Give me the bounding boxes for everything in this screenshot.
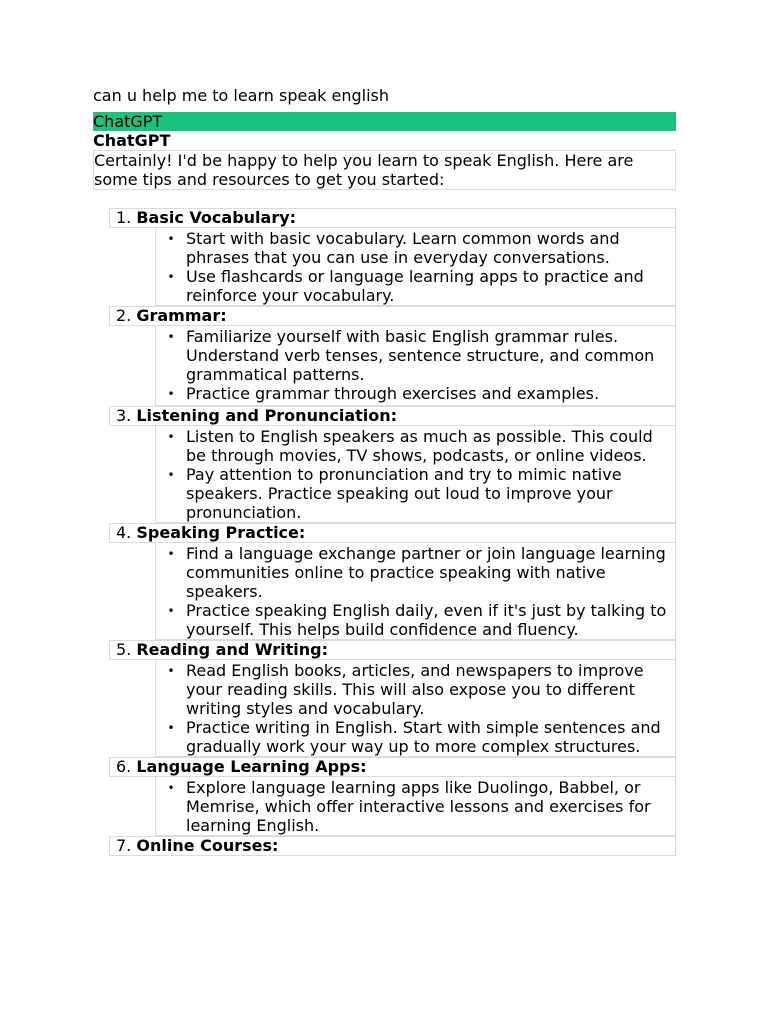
bullet-list xyxy=(155,777,676,836)
bullet-item xyxy=(156,778,675,835)
bullet-text: Listen to English speakers as much as possible. This could be through movies, TV shows, podcasts, or online videos. xyxy=(186,427,653,465)
bullet-list xyxy=(155,660,676,757)
list-item-heading xyxy=(109,523,676,543)
bullet-dot-icon: • xyxy=(167,604,175,618)
bullet-item xyxy=(156,544,675,601)
list-item-title: Basic Vocabulary: xyxy=(136,208,297,227)
bullet-list xyxy=(155,326,676,406)
list-item-title: Speaking Practice: xyxy=(136,523,306,542)
list-item-title: Reading and Writing: xyxy=(136,640,329,659)
bullet-item xyxy=(156,384,675,405)
bullet-item xyxy=(156,465,675,522)
bullet-dot-icon: • xyxy=(167,781,175,795)
bullet-item xyxy=(156,718,675,756)
bullet-item xyxy=(156,601,675,639)
user-question: can u help me to learn speak english xyxy=(93,86,390,105)
bullet-text: Familiarize yourself with basic English grammar rules. Understand verb tenses, sentence structure, and common grammatical patterns. xyxy=(186,327,655,384)
speaker-label: ChatGPT xyxy=(93,131,171,150)
list-item-number: 1. xyxy=(116,208,132,227)
document-page xyxy=(93,86,676,856)
list-item-number: 7. xyxy=(116,836,132,855)
list-item-heading xyxy=(109,208,676,228)
bullet-text: Read English books, articles, and newspapers to improve your reading skills. This will also expose you to different writing styles and vocabulary. xyxy=(186,661,644,718)
bullet-text: Find a language exchange partner or join language learning communities online to practice speaking with native speakers. xyxy=(186,544,666,601)
bullet-text: Use flashcards or language learning apps to practice and reinforce your vocabulary. xyxy=(186,267,644,305)
tips-list xyxy=(109,208,676,856)
spacer xyxy=(93,190,676,208)
bullet-text: Pay attention to pronunciation and try to mimic native speakers. Practice speaking out loud to improve your pronunciation. xyxy=(186,465,622,522)
bullet-item xyxy=(156,327,675,384)
chatgpt-header-bar: ChatGPT xyxy=(93,112,676,131)
list-item-title: Online Courses: xyxy=(136,836,279,855)
bullet-list xyxy=(155,228,676,306)
list-item-number: 4. xyxy=(116,523,132,542)
bullet-item xyxy=(156,427,675,465)
bullet-dot-icon: • xyxy=(167,721,175,735)
bullet-dot-icon: • xyxy=(167,330,175,344)
list-item-heading xyxy=(109,406,676,426)
bullet-text: Practice speaking English daily, even if it's just by talking to yourself. This helps build confidence and fluency. xyxy=(186,601,667,639)
list-item-title: Grammar: xyxy=(136,306,227,325)
list-item-title: Language Learning Apps: xyxy=(136,757,367,776)
bullet-text: Practice writing in English. Start with simple sentences and gradually work your way up to more complex structures. xyxy=(186,718,661,756)
bullet-list xyxy=(155,426,676,523)
list-item-heading xyxy=(109,757,676,777)
list-item-number: 5. xyxy=(116,640,132,659)
bullet-dot-icon: • xyxy=(167,387,175,401)
list-item-number: 3. xyxy=(116,406,132,425)
bullet-text: Explore language learning apps like Duolingo, Babbel, or Memrise, which offer interactive lessons and exercises for learning English. xyxy=(186,778,651,835)
bullet-dot-icon: • xyxy=(167,468,175,482)
list-item-number: 6. xyxy=(116,757,132,776)
list-item-title: Listening and Pronunciation: xyxy=(136,406,398,425)
bullet-text: Start with basic vocabulary. Learn common words and phrases that you can use in everyday conversations. xyxy=(186,229,620,267)
bullet-item xyxy=(156,661,675,718)
list-item-heading xyxy=(109,836,676,856)
intro-text: Certainly! I'd be happy to help you learn to speak English. Here are some tips and resources to get you started: xyxy=(94,151,634,189)
bullet-dot-icon: • xyxy=(167,270,175,284)
bullet-list xyxy=(155,543,676,640)
list-item-heading xyxy=(109,640,676,660)
intro-box xyxy=(93,150,676,190)
bullet-dot-icon: • xyxy=(167,430,175,444)
bullet-dot-icon: • xyxy=(167,664,175,678)
bullet-item xyxy=(156,267,675,305)
bullet-dot-icon: • xyxy=(167,232,175,246)
bullet-dot-icon: • xyxy=(167,547,175,561)
list-item-heading xyxy=(109,306,676,326)
bullet-item xyxy=(156,229,675,267)
list-item-number: 2. xyxy=(116,306,132,325)
bullet-text: Practice grammar through exercises and examples. xyxy=(186,384,600,403)
